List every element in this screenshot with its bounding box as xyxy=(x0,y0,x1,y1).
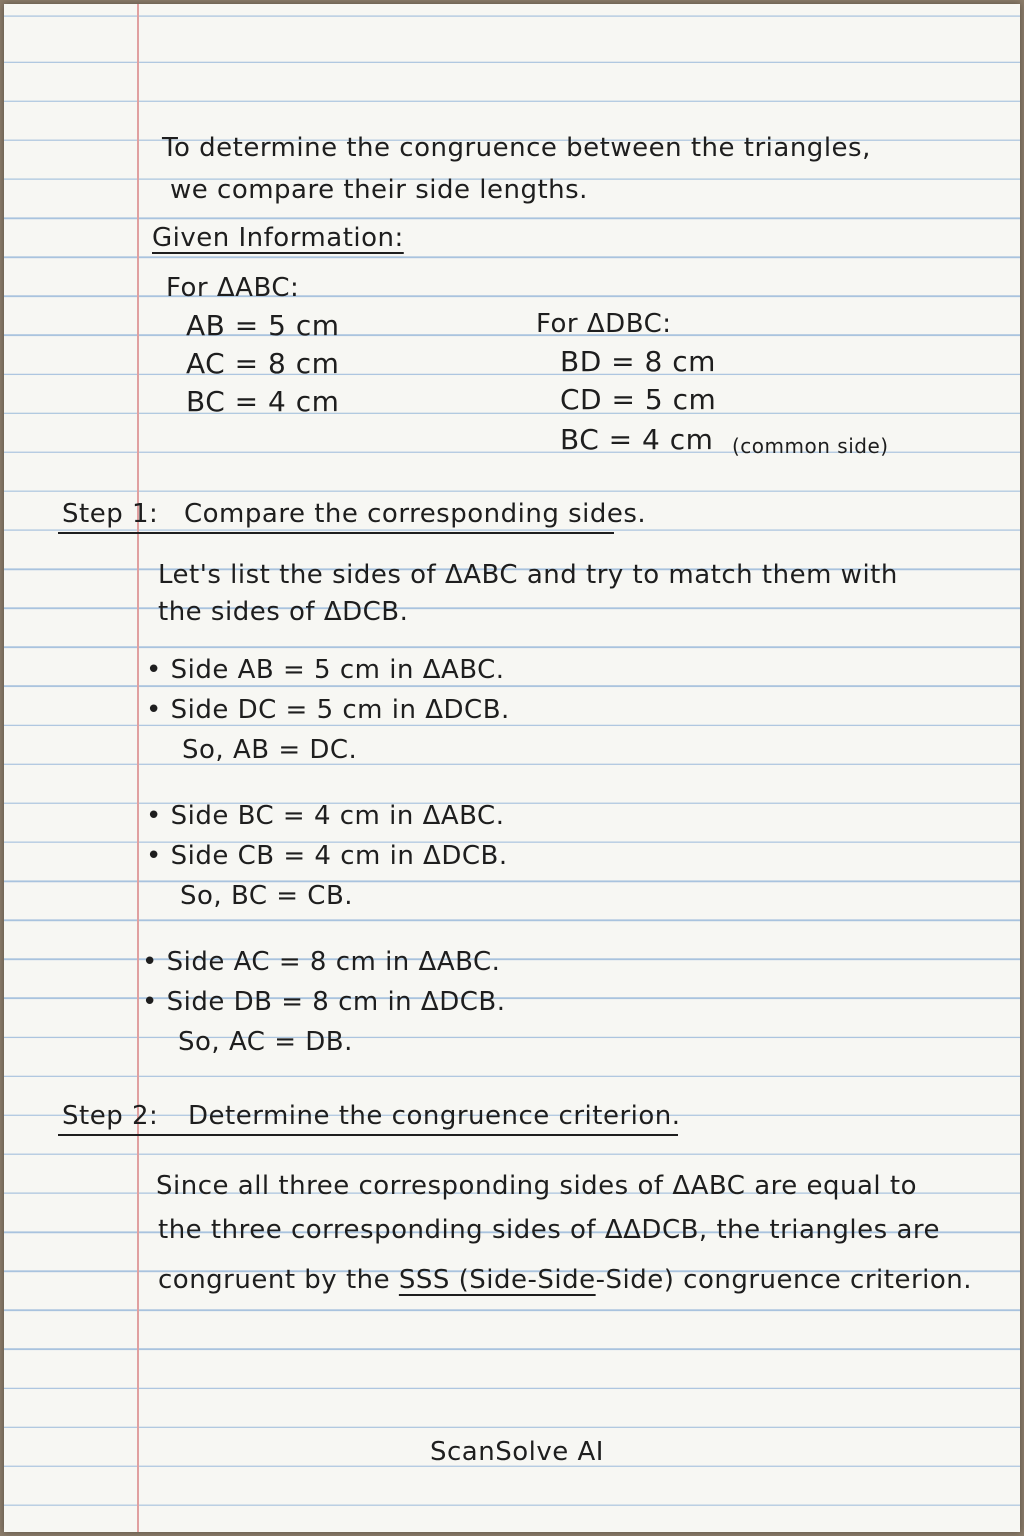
given-heading: Given Information: xyxy=(152,223,404,253)
group2-item-1: • Side BC = 4 cm in ΔABC. xyxy=(146,801,505,831)
group3-item-2: • Side DB = 8 cm in ΔDCB. xyxy=(142,987,506,1017)
abc-side-ab: AB = 5 cm xyxy=(186,309,340,342)
step2-line-3 xyxy=(158,1264,972,1296)
step2-line-2: the three corresponding sides of ΔΔDCB, the triangles are xyxy=(158,1215,940,1245)
step1-underline xyxy=(58,532,614,534)
group3-item-1: • Side AC = 8 cm in ΔABC. xyxy=(142,947,501,977)
group2-conclusion: So, BC = CB. xyxy=(180,881,354,911)
intro-line-2: we compare their side lengths. xyxy=(170,175,588,205)
step2-title: Determine the congruence criterion. xyxy=(188,1101,681,1131)
step2-underline xyxy=(58,1134,678,1136)
footer-brand: ScanSolve AI xyxy=(430,1437,604,1467)
group1-conclusion: So, AB = DC. xyxy=(182,735,358,765)
dbc-side-cd: CD = 5 cm xyxy=(560,383,717,416)
intro-line-1: To determine the congruence between the triangles, xyxy=(162,133,871,163)
abc-side-ac: AC = 8 cm xyxy=(186,347,340,380)
step2-line-1: Since all three corresponding sides of ΔABC are equal to xyxy=(156,1171,918,1201)
step2-label: Step 2: xyxy=(62,1101,159,1131)
step2-line-3-start: congruent by the xyxy=(158,1265,399,1295)
abc-side-bc: BC = 4 cm xyxy=(186,385,340,418)
abc-title: For ΔABC: xyxy=(166,273,300,303)
step1-label: Step 1: xyxy=(62,499,159,529)
sss-criterion: SSS (Side-Side xyxy=(398,1265,596,1295)
group2-item-2: • Side CB = 4 cm in ΔDCB. xyxy=(146,841,508,871)
dbc-side-bd: BD = 8 cm xyxy=(560,345,716,378)
dbc-side-bc: BC = 4 cm xyxy=(560,423,714,456)
group1-item-2: • Side DC = 5 cm in ΔDCB. xyxy=(146,695,510,725)
notebook-page xyxy=(4,4,1020,1532)
group3-conclusion: So, AC = DB. xyxy=(178,1027,353,1057)
step1-intro-1: Let's list the sides of ΔABC and try to match them with xyxy=(158,560,898,590)
group1-item-1: • Side AB = 5 cm in ΔABC. xyxy=(146,655,505,685)
step1-intro-2: the sides of ΔDCB. xyxy=(158,597,409,627)
step2-line-3-end: -Side) congruence criterion. xyxy=(595,1265,973,1295)
step1-title: Compare the corresponding sides. xyxy=(184,499,647,529)
dbc-title: For ΔDBC: xyxy=(536,309,672,339)
common-side-note: (common side) xyxy=(732,434,889,458)
margin-line xyxy=(137,4,139,1532)
